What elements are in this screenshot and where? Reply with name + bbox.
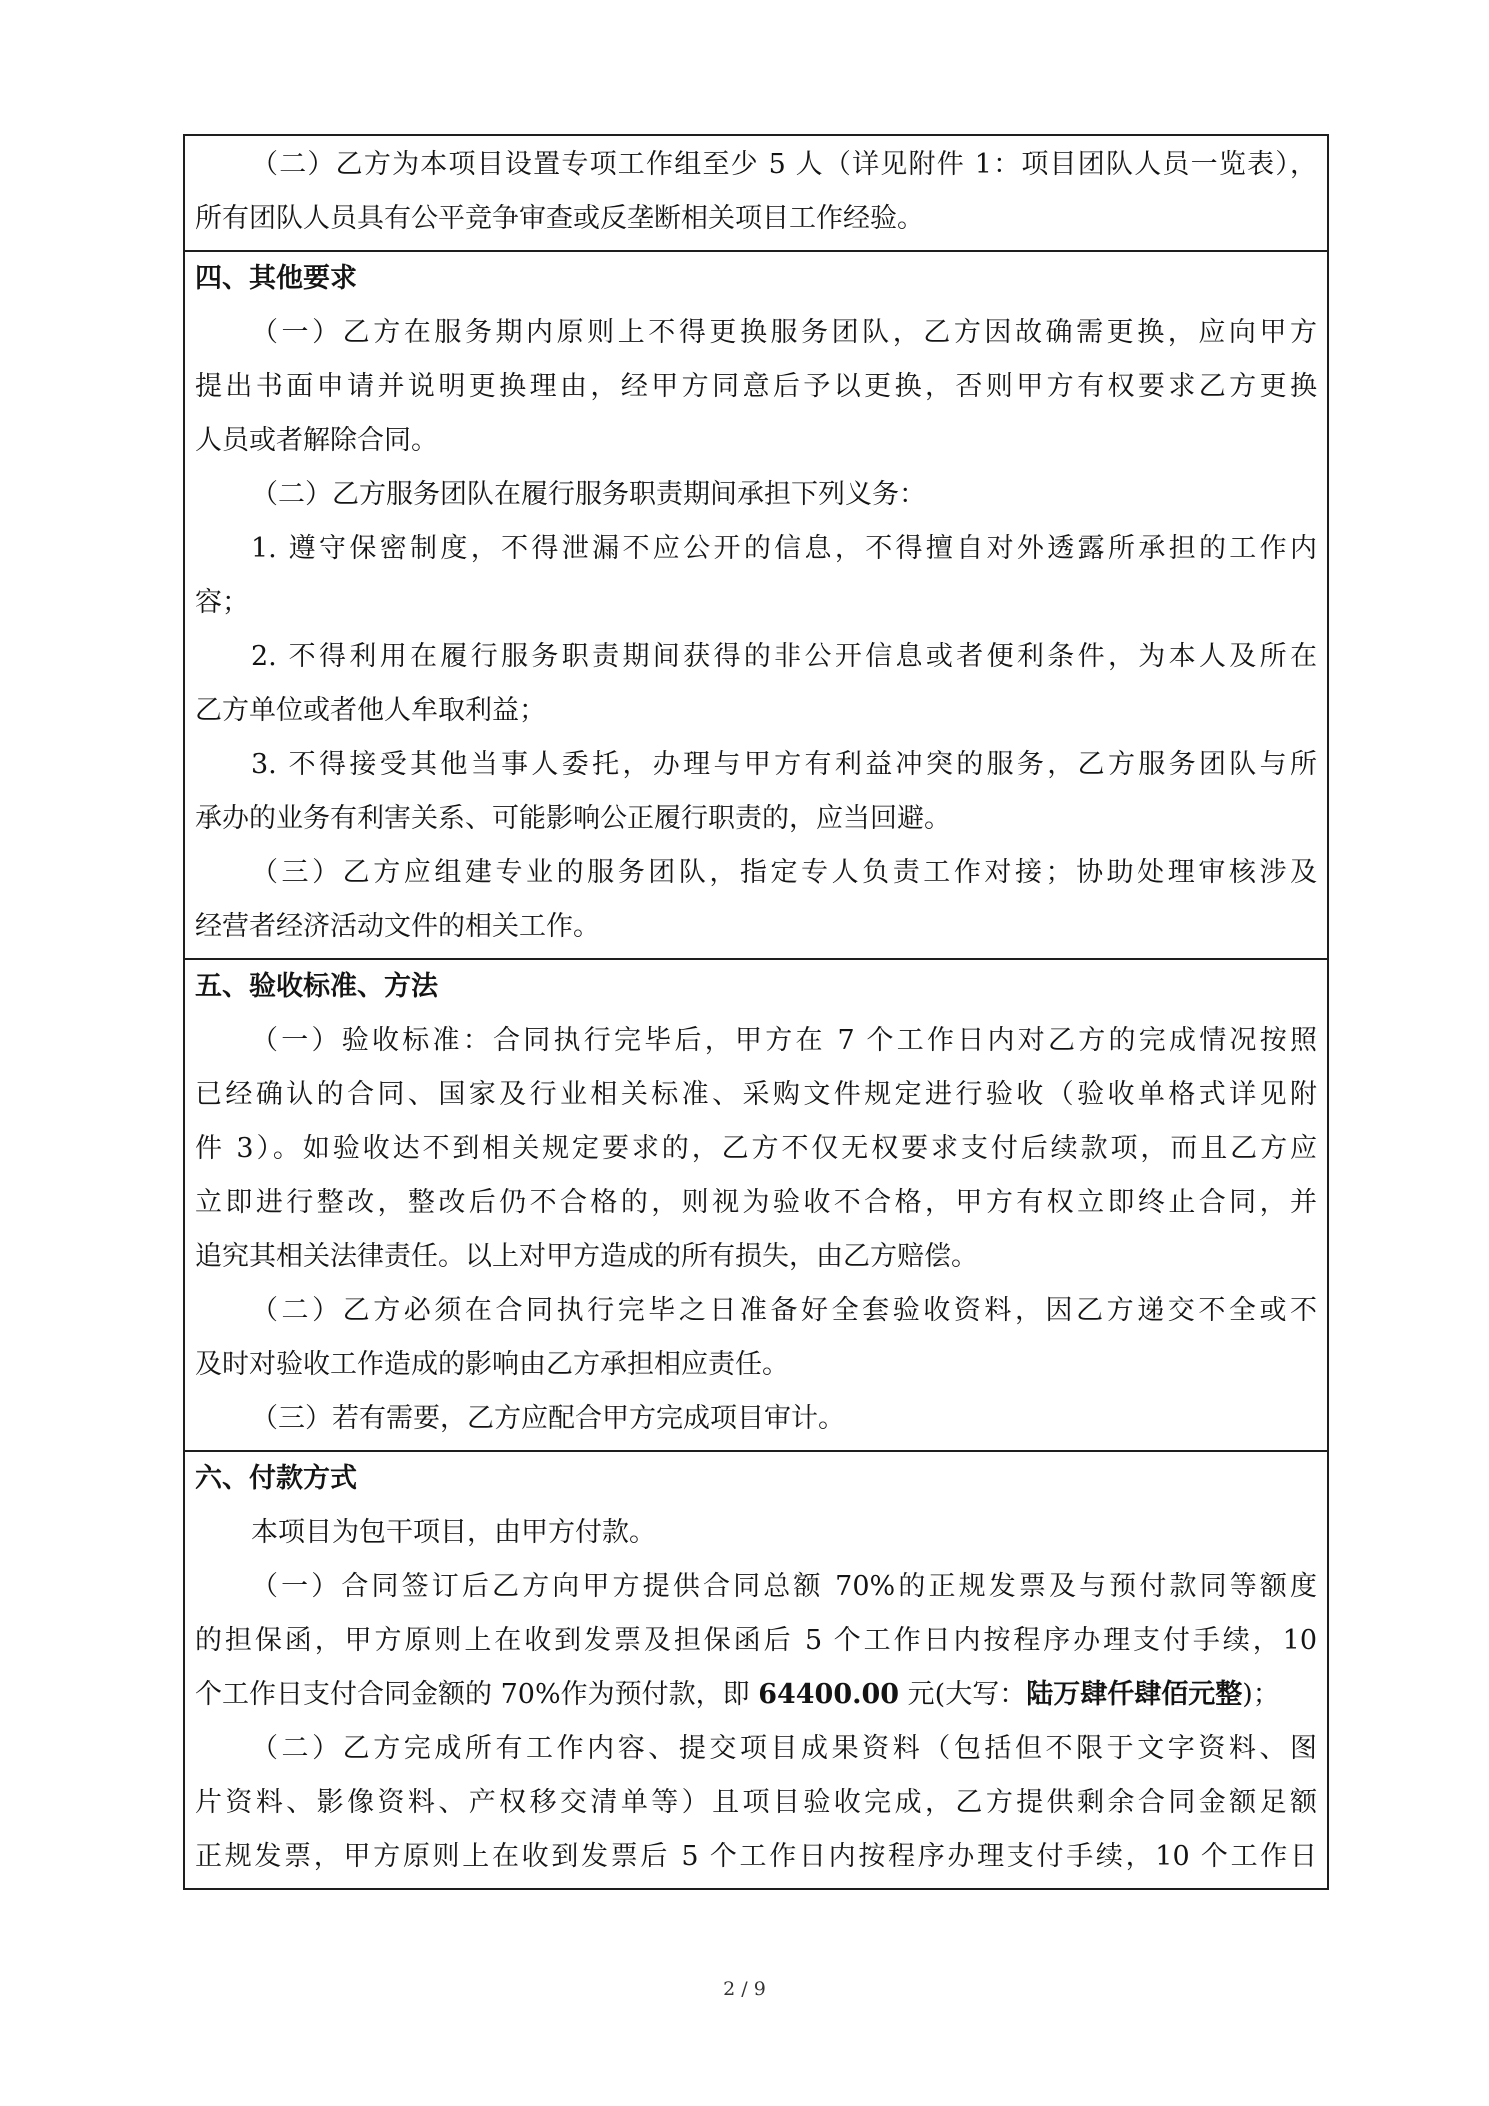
paragraph-line: 件 3）。如验收达不到相关规定要求的，乙方不仅无权要求支付后续款项，而且乙方应: [195, 1133, 1317, 1164]
paragraph-line: （一）合同签订后乙方向甲方提供合同总额 70%的正规发票及与预付款同等额度: [251, 1571, 1317, 1602]
paragraph-line: 容；: [195, 587, 249, 618]
payment-amount: 64400.00: [758, 1679, 900, 1710]
section-team-continuation: [185, 136, 1327, 252]
section-heading: 四、其他要求: [195, 263, 357, 294]
section-heading: 五、验收标准、方法: [195, 971, 438, 1002]
paragraph-line: （二）乙方服务团队在履行服务职责期间承担下列义务：: [251, 479, 926, 510]
paragraph-line: 3. 不得接受其他当事人委托，办理与甲方有利益冲突的服务，乙方服务团队与所: [251, 749, 1317, 780]
section-acceptance: [185, 960, 1327, 1452]
paragraph-line: （二）乙方必须在合同执行完毕之日准备好全套验收资料，因乙方递交不全或不: [251, 1295, 1317, 1326]
paragraph-line: 立即进行整改，整改后仍不合格的，则视为验收不合格，甲方有权立即终止合同，并: [195, 1187, 1317, 1218]
payment-line-prefix: 个工作日支付合同金额的 70%作为预付款，即: [195, 1679, 759, 1710]
paragraph-line: （二）乙方完成所有工作内容、提交项目成果资料（包括但不限于文字资料、图: [251, 1733, 1317, 1764]
payment-amount-line: [195, 1668, 1317, 1722]
paragraph-line: 及时对验收工作造成的影响由乙方承担相应责任。: [195, 1349, 789, 1380]
paragraph-line: 乙方单位或者他人牟取利益；: [195, 695, 546, 726]
paragraph-line: （三）若有需要，乙方应配合甲方完成项目审计。: [251, 1403, 845, 1434]
paragraph-line: 正规发票，甲方原则上在收到发票后 5 个工作日内按程序办理支付手续，10 个工作日: [195, 1841, 1317, 1872]
paragraph-line: 的担保函，甲方原则上在收到发票及担保函后 5 个工作日内按程序办理支付手续，10: [195, 1625, 1317, 1656]
paragraph-line: （一）验收标准：合同执行完毕后，甲方在 7 个工作日内对乙方的完成情况按照: [251, 1025, 1317, 1056]
section-other-requirements: [185, 252, 1327, 960]
section-payment: [185, 1452, 1327, 1890]
paragraph-line: 1. 遵守保密制度，不得泄漏不应公开的信息，不得擅自对外透露所承担的工作内: [251, 533, 1317, 564]
paragraph-line: 所有团队人员具有公平竞争审查或反垄断相关项目工作经验。: [195, 203, 924, 234]
paragraph-line: 片资料、影像资料、产权移交清单等）且项目验收完成，乙方提供剩余合同金额足额: [195, 1787, 1317, 1818]
paragraph-line: 2. 不得利用在履行服务职责期间获得的非公开信息或者便利条件，为本人及所在: [251, 641, 1317, 672]
payment-line-middle: 元(大写：: [899, 1679, 1027, 1710]
payment-amount-words: 陆万肆仟肆佰元整: [1026, 1679, 1243, 1710]
paragraph-line: 承办的业务有利害关系、可能影响公正履行职责的，应当回避。: [195, 803, 951, 834]
paragraph-line: 追究其相关法律责任。以上对甲方造成的所有损失，由乙方赔偿。: [195, 1241, 978, 1272]
paragraph-line: （三）乙方应组建专业的服务团队，指定专人负责工作对接；协助处理审核涉及: [251, 857, 1317, 888]
payment-line-suffix: )；: [1242, 1679, 1280, 1710]
paragraph-line: （一）乙方在服务期内原则上不得更换服务团队，乙方因故确需更换，应向甲方: [251, 317, 1317, 348]
paragraph-line: 已经确认的合同、国家及行业相关标准、采购文件规定进行验收（验收单格式详见附: [195, 1079, 1317, 1110]
paragraph-line: 人员或者解除合同。: [195, 425, 438, 456]
paragraph-line: 本项目为包干项目，由甲方付款。: [251, 1517, 656, 1548]
paragraph-line: （二）乙方为本项目设置专项工作组至少 5 人（详见附件 1：项目团队人员一览表），: [251, 149, 1317, 180]
paragraph-line: 经营者经济活动文件的相关工作。: [195, 911, 600, 942]
contract-table: [183, 134, 1329, 1890]
page-number: 2 / 9: [723, 1978, 766, 2000]
section-heading: 六、付款方式: [195, 1463, 357, 1494]
paragraph-line: 提出书面申请并说明更换理由，经甲方同意后予以更换，否则甲方有权要求乙方更换: [195, 371, 1317, 402]
